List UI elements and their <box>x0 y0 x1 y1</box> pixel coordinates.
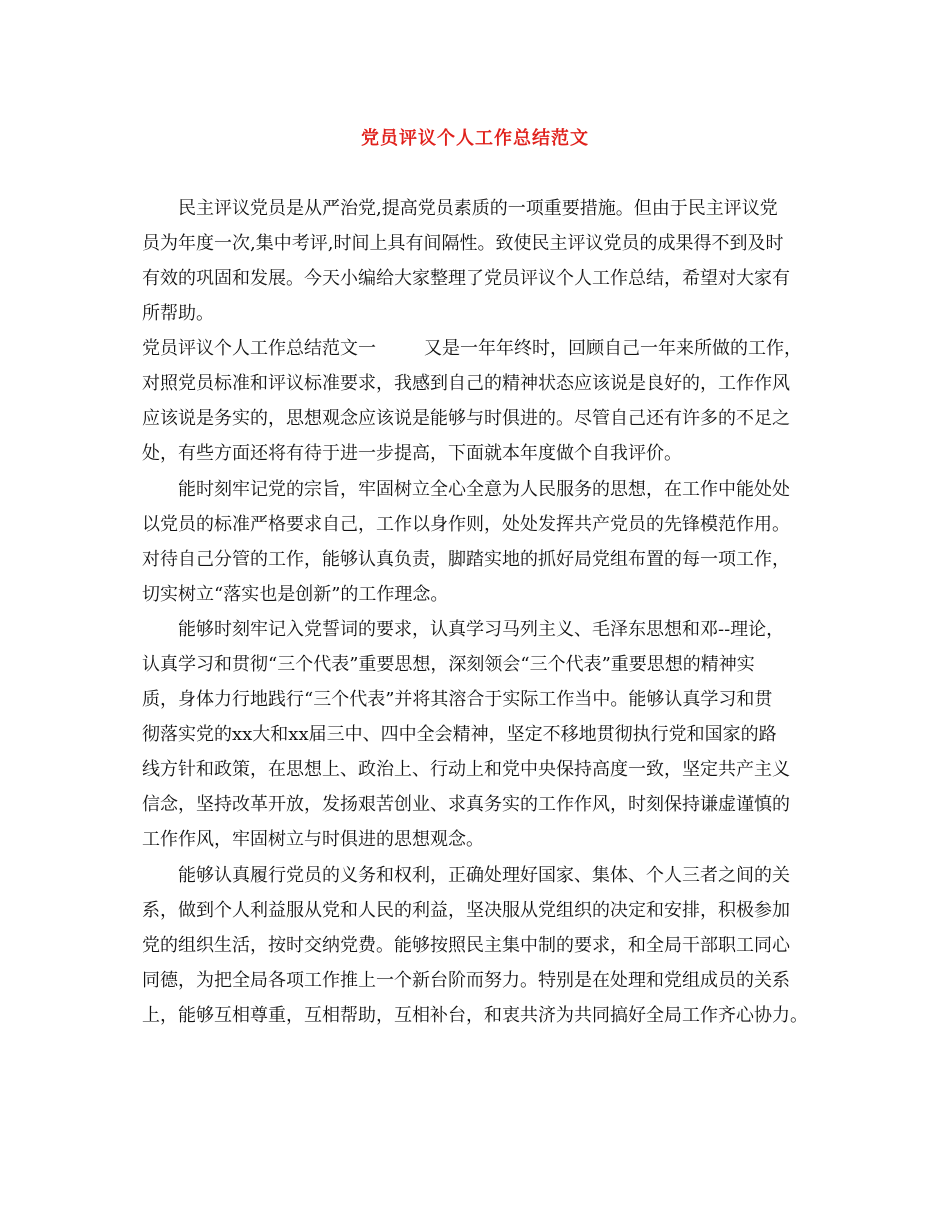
paragraph-line: 彻落实党的xx大和xx届三中、四中全会精神，坚定不移地贯彻执行党和国家的路 <box>142 724 777 745</box>
document-title: 党员评议个人工作总结范文 <box>361 128 589 149</box>
paragraph-line: 应该说是务实的，思想观念应该说是能够与时俱进的。尽管自己还有许多的不足之 <box>142 408 790 429</box>
paragraph-line: 同德，为把全局各项工作推上一个新台阶而努力。特别是在处理和党组成员的关系 <box>142 970 790 991</box>
paragraph-line: 工作作风，牢固树立与时俱进的思想观念。 <box>142 829 484 850</box>
paragraph-text: 又是一年年终时，回顾自己一年来所做的工作， <box>424 338 802 359</box>
paragraph-line: 党的组织生活，按时交纳党费。能够按照民主集中制的要求，和全局干部职工同心 <box>142 935 790 956</box>
paragraph-line: 线方针和政策，在思想上、政治上、行动上和党中央保持高度一致，坚定共产主义 <box>142 759 790 780</box>
paragraph-line: 对待自己分管的工作，能够认真负责，脚踏实地的抓好局党组布置的每一项工作， <box>142 549 790 570</box>
paragraph-line: 上，能够互相尊重，互相帮助，互相补台，和衷共济为共同搞好全局工作齐心协力。 <box>142 1005 808 1026</box>
paragraph-line: 信念，坚持改革开放，发扬艰苦创业、求真务实的工作作风，时刻保持谦虚谨慎的 <box>142 794 790 815</box>
section-heading: 党员评议个人工作总结范文一 <box>142 338 376 359</box>
paragraph-line: 质，身体力行地践行“三个代表”并将其溶合于实际工作当中。能够认真学习和贯 <box>142 689 773 710</box>
paragraph-line: 切实树立“落实也是创新”的工作理念。 <box>142 584 449 605</box>
paragraph-line: 能时刻牢记党的宗旨，牢固树立全心全意为人民服务的思想，在工作中能处处 <box>178 479 790 500</box>
paragraph-line: 有效的巩固和发展。今天小编给大家整理了党员评议个人工作总结，希望对大家有 <box>142 268 790 289</box>
paragraph-line: 系，做到个人利益服从党和人民的利益，坚决服从党组织的决定和安排，积极参加 <box>142 900 790 921</box>
paragraph-line: 所帮助。 <box>142 303 214 324</box>
paragraph-line: 认真学习和贯彻“三个代表”重要思想，深刻领会“三个代表”重要思想的精神实 <box>142 654 755 675</box>
paragraph-line: 处，有些方面还将有待于进一步提高，下面就本年度做个自我评价。 <box>142 443 682 464</box>
paragraph-line: 能够认真履行党员的义务和权利，正确处理好国家、集体、个人三者之间的关 <box>178 865 790 886</box>
paragraph-line: 员为年度一次,集中考评,时间上具有间隔性。致使民主评议党员的成果得不到及时 <box>142 233 784 254</box>
paragraph-line: 对照党员标准和评议标准要求，我感到自己的精神状态应该说是良好的，工作作风 <box>142 373 790 394</box>
paragraph-line: 以党员的标准严格要求自己，工作以身作则，处处发挥共产党员的先锋模范作用。 <box>142 514 790 535</box>
paragraph-line: 民主评议党员是从严治党,提高党员素质的一项重要措施。但由于民主评议党 <box>178 198 778 219</box>
paragraph-line: 能够时刻牢记入党誓词的要求，认真学习马列主义、毛泽东思想和邓--理论， <box>178 619 785 640</box>
section-line <box>142 338 802 360</box>
